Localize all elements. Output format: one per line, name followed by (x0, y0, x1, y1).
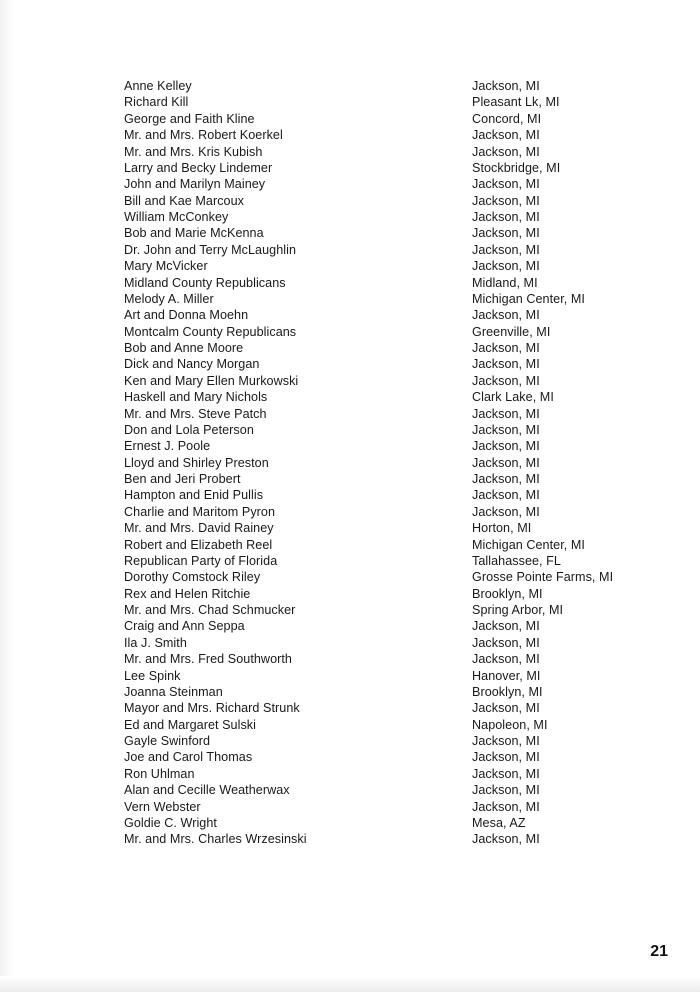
list-item (124, 225, 634, 241)
contributor-name: Ben and Jeri Probert (124, 472, 241, 486)
contributor-name: Lloyd and Shirley Preston (124, 455, 269, 470)
contributor-location: Jackson, MI (472, 635, 540, 650)
list-item (124, 586, 634, 602)
list-item (124, 782, 634, 798)
contributor-location: Jackson, MI (472, 193, 540, 208)
list-item (124, 668, 634, 684)
list-item (124, 618, 634, 634)
list-item (124, 275, 634, 291)
contributor-name: Don and Lola Peterson (124, 422, 254, 437)
contributor-location: Jackson, MI (472, 210, 540, 224)
list-item (124, 176, 634, 192)
contributor-location: Jackson, MI (472, 455, 540, 470)
list-item (124, 537, 634, 553)
contributor-location: Jackson, MI (472, 488, 540, 503)
contributor-name: Rex and Helen Ritchie (124, 586, 251, 601)
list-item (124, 356, 634, 372)
contributor-name: Vern Webster (124, 799, 201, 814)
list-item (124, 749, 634, 765)
contributor-location: Jackson, MI (472, 619, 540, 634)
contributor-location: Napoleon, MI (472, 717, 548, 732)
contributor-list (124, 78, 634, 848)
list-item (124, 831, 634, 847)
contributor-name: Art and Donna Moehn (124, 308, 249, 323)
contributor-name: Mr. and Mrs. Chad Schmucker (124, 603, 296, 617)
list-item (124, 111, 634, 127)
contributor-location: Jackson, MI (472, 504, 540, 519)
list-item (124, 733, 634, 749)
contributor-location: Clark Lake, MI (472, 390, 554, 405)
contributor-location: Jackson, MI (472, 373, 540, 388)
contributor-name: Ron Uhlman (124, 766, 195, 781)
list-item (124, 700, 634, 716)
contributor-location: Mesa, AZ (472, 815, 526, 830)
contributor-name: Ila J. Smith (124, 635, 187, 650)
contributor-location: Horton, MI (472, 521, 532, 536)
contributor-location: Pleasant Lk, MI (472, 95, 560, 110)
contributor-name: Mr. and Mrs. Steve Patch (124, 406, 267, 421)
contributor-location: Jackson, MI (472, 341, 540, 355)
contributor-location: Jackson, MI (472, 226, 540, 241)
list-item (124, 258, 634, 274)
contributor-name: Melody A. Miller (124, 291, 214, 306)
list-item (124, 324, 634, 340)
list-item (124, 766, 634, 782)
contributor-location: Jackson, MI (472, 734, 540, 748)
list-item (124, 438, 634, 454)
contributor-location: Jackson, MI (472, 357, 540, 372)
list-item (124, 635, 634, 651)
list-item (124, 389, 634, 405)
list-item (124, 684, 634, 700)
contributor-name: Montcalm County Republicans (124, 324, 297, 339)
contributor-location: Jackson, MI (472, 144, 540, 159)
contributor-name: Alan and Cecille Weatherwax (124, 783, 290, 798)
list-item (124, 651, 634, 667)
contributor-name: William McConkey (124, 210, 229, 224)
list-item (124, 799, 634, 815)
contributor-location: Jackson, MI (472, 242, 540, 257)
contributor-name: Charlie and Maritom Pyron (124, 504, 276, 519)
list-item (124, 340, 634, 356)
contributor-name: Joanna Steinman (124, 684, 223, 699)
contributor-name: Larry and Becky Lindemer (124, 160, 273, 175)
list-item (124, 144, 634, 160)
contributor-name: Haskell and Mary Nichols (124, 390, 268, 405)
list-item (124, 209, 634, 225)
list-item (124, 242, 634, 258)
contributor-name: Mr. and Mrs. Robert Koerkel (124, 128, 283, 143)
contributor-location: Greenville, MI (472, 324, 551, 339)
contributor-location: Hanover, MI (472, 668, 541, 683)
list-item (124, 373, 634, 389)
contributor-location: Concord, MI (472, 111, 542, 126)
contributor-name: Joe and Carol Thomas (124, 750, 253, 765)
list-item (124, 569, 634, 585)
contributor-name: Mary McVicker (124, 259, 208, 274)
contributor-name: Craig and Ann Seppa (124, 619, 245, 634)
contributor-location: Jackson, MI (472, 406, 540, 421)
contributor-name: Midland County Republicans (124, 275, 286, 290)
contributor-name: Bill and Kae Marcoux (124, 193, 245, 208)
contributor-name: George and Faith Kline (124, 111, 255, 126)
contributor-location: Brooklyn, MI (472, 586, 543, 601)
list-item (124, 78, 634, 94)
contributor-name: Bob and Marie McKenna (124, 226, 264, 241)
list-item (124, 422, 634, 438)
contributor-name: Robert and Elizabeth Reel (124, 537, 273, 552)
list-item (124, 553, 634, 569)
list-item (124, 602, 634, 618)
contributor-location: Jackson, MI (472, 128, 540, 143)
contributor-name: Mr. and Mrs. Kris Kubish (124, 144, 263, 159)
list-item (124, 291, 634, 307)
contributor-location: Michigan Center, MI (472, 291, 585, 306)
contributor-name: Richard Kill (124, 95, 189, 110)
contributor-location: Jackson, MI (472, 177, 540, 192)
contributor-location: Jackson, MI (472, 750, 540, 765)
contributor-name: Mr. and Mrs. Charles Wrzesinski (124, 832, 307, 847)
list-item (124, 127, 634, 143)
contributor-name: Lee Spink (124, 668, 181, 683)
list-item (124, 520, 634, 536)
contributor-location: Tallahassee, FL (472, 553, 561, 568)
list-item (124, 487, 634, 503)
contributor-location: Grosse Pointe Farms, MI (472, 570, 614, 585)
list-item (124, 815, 634, 831)
contributor-location: Brooklyn, MI (472, 684, 543, 699)
contributor-name: Gayle Swinford (124, 734, 211, 748)
list-item (124, 307, 634, 323)
contributor-location: Jackson, MI (472, 259, 540, 274)
list-item (124, 455, 634, 471)
contributor-location: Jackson, MI (472, 832, 540, 847)
contributor-name: Ken and Mary Ellen Murkowski (124, 373, 299, 388)
contributor-location: Jackson, MI (472, 79, 540, 93)
list-item (124, 193, 634, 209)
page-edge-shadow (0, 976, 700, 992)
contributor-name: Dick and Nancy Morgan (124, 357, 260, 372)
contributor-location: Jackson, MI (472, 783, 540, 798)
contributor-name: Bob and Anne Moore (124, 341, 244, 355)
list-item (124, 160, 634, 176)
list-item (124, 717, 634, 733)
contributor-name: Ernest J. Poole (124, 439, 211, 454)
list-item (124, 504, 634, 520)
contributor-name: Mayor and Mrs. Richard Strunk (124, 701, 300, 716)
contributor-name: Mr. and Mrs. Fred Southworth (124, 652, 292, 667)
contributor-location: Midland, MI (472, 275, 538, 290)
contributor-name: Republican Party of Florida (124, 553, 278, 568)
list-item (124, 471, 634, 487)
contributor-name: Ed and Margaret Sulski (124, 717, 256, 732)
contributor-location: Jackson, MI (472, 652, 540, 667)
contributor-location: Jackson, MI (472, 422, 540, 437)
contributor-location: Jackson, MI (472, 766, 540, 781)
page-number: 21 (650, 943, 668, 960)
contributor-location: Stockbridge, MI (472, 160, 561, 175)
list-item (124, 94, 634, 110)
contributor-location: Jackson, MI (472, 439, 540, 454)
contributor-location: Jackson, MI (472, 308, 540, 323)
contributor-location: Jackson, MI (472, 472, 540, 486)
contributor-name: Dr. John and Terry McLaughlin (124, 242, 297, 257)
contributor-name: Hampton and Enid Pullis (124, 488, 264, 503)
contributor-location: Michigan Center, MI (472, 537, 585, 552)
contributor-location: Jackson, MI (472, 799, 540, 814)
list-item (124, 406, 634, 422)
contributor-location: Jackson, MI (472, 701, 540, 716)
contributor-name: Mr. and Mrs. David Rainey (124, 521, 274, 536)
contributor-location: Spring Arbor, MI (472, 603, 564, 617)
contributor-name: Goldie C. Wright (124, 815, 217, 830)
contributor-name: John and Marilyn Mainey (124, 177, 266, 192)
contributor-name: Anne Kelley (124, 79, 192, 93)
contributor-name: Dorothy Comstock Riley (124, 570, 261, 585)
